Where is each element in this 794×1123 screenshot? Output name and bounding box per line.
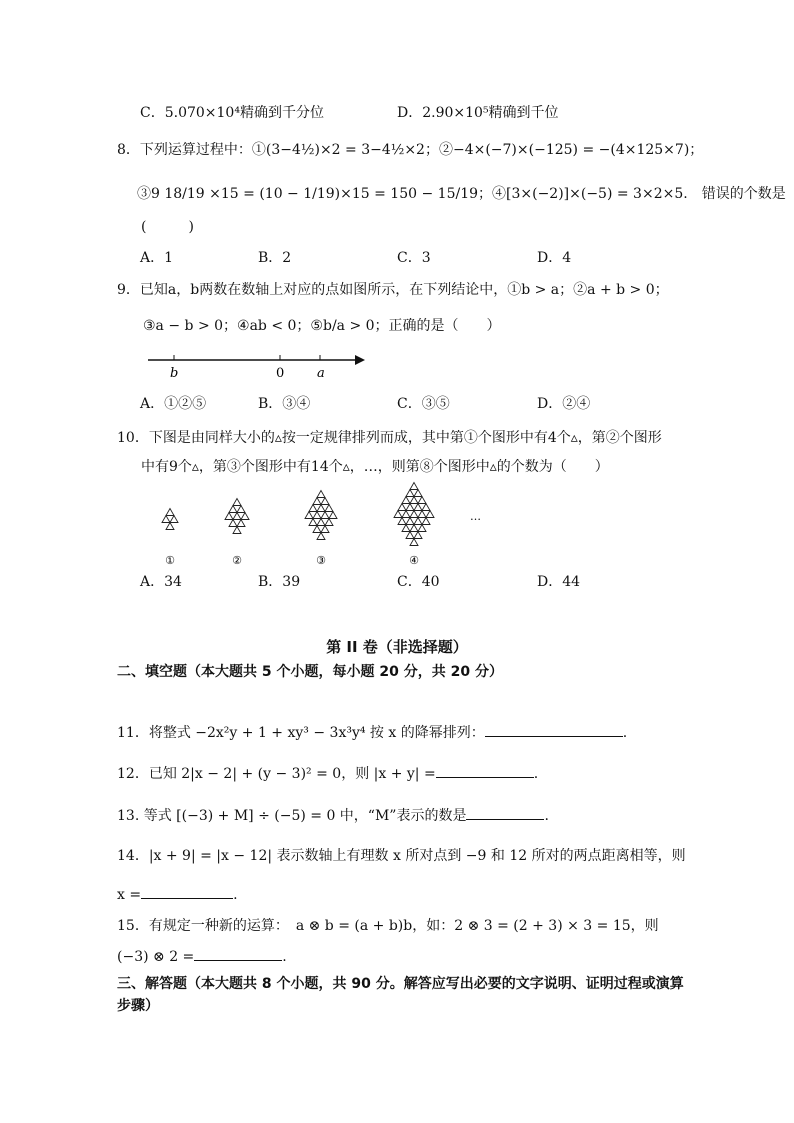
triangle-icon — [398, 504, 406, 511]
triangle-icon — [410, 511, 418, 518]
triangle-icon — [233, 499, 241, 506]
q9-line-2: ③a − b > 0；④ab < 0；⑤b/a > 0；正确的是（ ） — [143, 318, 501, 334]
triangle-icon — [317, 491, 325, 498]
triangle-icon — [166, 509, 174, 516]
triangle-icon — [418, 525, 426, 532]
q8-line-1: 8．下列运算过程中：①(3−4½)×2 = 3−4½×2；②−4×(−7)×(−125) = −(4×125×7)； — [117, 142, 704, 158]
q9-option-d: D．②④ — [537, 396, 591, 412]
figure-label-1: ① — [165, 554, 175, 567]
triangle-icon — [237, 520, 245, 527]
triangle-icon — [418, 497, 426, 504]
triangle-icon — [229, 506, 237, 513]
triangle-icon — [225, 513, 233, 520]
triangle-icon — [170, 516, 178, 523]
triangle-icon — [414, 518, 422, 525]
triangle-icon — [317, 505, 325, 512]
q8-answer-paren: ( ) — [141, 219, 194, 235]
q9-option-b: B．③④ — [258, 396, 311, 412]
triangle-icon — [321, 512, 329, 519]
triangle-icon — [309, 505, 317, 512]
q12-answer-blank[interactable] — [436, 763, 534, 778]
triangle-icon — [398, 518, 406, 525]
figure-label-2: ② — [232, 554, 242, 567]
q12-end: . — [533, 766, 539, 782]
figure-ellipsis: … — [470, 510, 481, 523]
triangle-icon — [418, 511, 426, 518]
number-line — [145, 348, 370, 382]
triangle-icon — [402, 511, 410, 518]
q10-line-2: 中有9个▵，第③个图形中有14个▵，…，则第⑧个图形中▵的个数为（ ） — [141, 459, 609, 475]
triangle-icon — [414, 504, 422, 511]
q9-option-a: A．①②⑤ — [140, 396, 207, 412]
q7-option-d: D．2.90×10⁵精确到千位 — [397, 105, 559, 121]
q10-option-c: C．40 — [397, 574, 440, 590]
q15-answer-blank[interactable] — [194, 946, 282, 961]
triangle-icon — [414, 532, 422, 539]
q11-text: 11．将整式 −2x²y + 1 + xy³ − 3x³y⁴ 按 x 的降幂排列： — [117, 725, 485, 741]
triangle-icon — [406, 518, 414, 525]
triangle-icon — [313, 526, 321, 533]
q10-option-b: B．39 — [258, 574, 301, 590]
triangle-icon — [241, 513, 249, 520]
q9-option-c: C．③⑤ — [397, 396, 450, 412]
triangle-icon — [402, 525, 410, 532]
triangle-icon — [422, 504, 430, 511]
axis-label-a: a — [317, 366, 325, 381]
arrow-right-icon — [355, 355, 365, 365]
q13-answer-blank[interactable] — [466, 805, 544, 820]
triangle-icon — [321, 498, 329, 505]
q14-line-1: 14．|x + 9| = |x − 12| 表示数轴上有理数 x 所对点到 −9 和 12 所对的两点距离相等，则 — [117, 848, 686, 864]
section-3-heading-line-2: 步骤） — [117, 998, 159, 1014]
triangle-icon — [166, 523, 174, 530]
triangle-icon — [406, 490, 414, 497]
q12-text: 12．已知 2|x − 2| + (y − 3)² = 0，则 |x + y| = — [117, 766, 436, 782]
section-2-heading: 二、填空题（本大题共 5 个小题，每小题 20 分，共 20 分） — [117, 664, 503, 680]
triangle-icon — [229, 520, 237, 527]
section-2-title: 第 II 卷（非选择题） — [326, 638, 468, 656]
q13-end: . — [544, 808, 549, 824]
q15-line-2: (−3) ⊗ 2 = — [117, 949, 195, 965]
q8-option-d: D．4 — [537, 250, 572, 266]
section-3-heading-line-1: 三、解答题（本大题共 8 个小题，共 90 分。解答应写出必要的文字说明、证明过程或演算 — [117, 976, 684, 992]
triangle-icon — [406, 532, 414, 539]
triangle-icon — [313, 512, 321, 519]
q11-answer-blank[interactable] — [485, 722, 623, 737]
q10-option-a: A．34 — [140, 574, 182, 590]
triangle-icon — [321, 526, 329, 533]
triangle-icon — [410, 525, 418, 532]
triangle-pattern-figure — [150, 480, 490, 572]
q14-line-2: x = — [117, 887, 142, 903]
triangle-icon — [317, 533, 325, 540]
triangle-icon — [422, 518, 430, 525]
q15-line-1: 15．有规定一种新的运算： a ⊗ b = (a + b)b，如：2 ⊗ 3 = (2 + 3) × 3 = 15，则 — [117, 918, 659, 934]
triangle-icon — [237, 506, 245, 513]
triangle-icon — [162, 516, 170, 523]
triangle-icon — [305, 512, 313, 519]
q8-option-c: C．3 — [397, 250, 431, 266]
triangle-icon — [233, 527, 241, 534]
triangle-icon — [313, 498, 321, 505]
q14-answer-blank[interactable] — [141, 884, 233, 899]
triangle-icon — [426, 511, 434, 518]
triangle-icon — [402, 497, 410, 504]
triangle-icon — [325, 505, 333, 512]
axis-label-b: b — [170, 366, 179, 381]
q13-text: 13. 等式 [(−3) + M] ÷ (−5) = 0 中，“M”表示的数是 — [117, 808, 467, 824]
q15-end: . — [282, 949, 287, 965]
q9-line-1: 9．已知a，b两数在数轴上对应的点如图所示，在下列结论中，①b > a；②a + b > 0； — [117, 282, 669, 298]
triangle-icon — [317, 519, 325, 526]
triangle-icon — [233, 513, 241, 520]
q8-option-a: A．1 — [140, 250, 174, 266]
q14-end: . — [233, 887, 238, 903]
triangle-icon — [410, 539, 418, 546]
triangle-icon — [414, 490, 422, 497]
triangle-icon — [325, 519, 333, 526]
triangle-icon — [394, 511, 402, 518]
q10-line-1: 10．下图是由同样大小的▵按一定规律排列而成，其中第①个图形中有4个▵，第②个图形 — [117, 430, 662, 446]
q7-option-c: C．5.070×10⁴精确到千分位 — [140, 105, 324, 121]
q8-line-2: ③9 18/19 ×15 = (10 − 1/19)×15 = 150 − 15/19；④[3×(−2)]×(−5) = 3×2×5. 错误的个数是 — [137, 186, 786, 202]
q8-option-b: B．2 — [258, 250, 292, 266]
axis-label-zero: 0 — [276, 366, 285, 381]
figure-label-4: ④ — [409, 554, 419, 567]
q10-option-d: D．44 — [537, 574, 581, 590]
triangle-icon — [329, 512, 337, 519]
triangle-icon — [410, 497, 418, 504]
figure-label-3: ③ — [316, 554, 326, 567]
triangle-icon — [410, 483, 418, 490]
triangle-icon — [406, 504, 414, 511]
q11-end: . — [622, 725, 628, 741]
triangle-icon — [309, 519, 317, 526]
